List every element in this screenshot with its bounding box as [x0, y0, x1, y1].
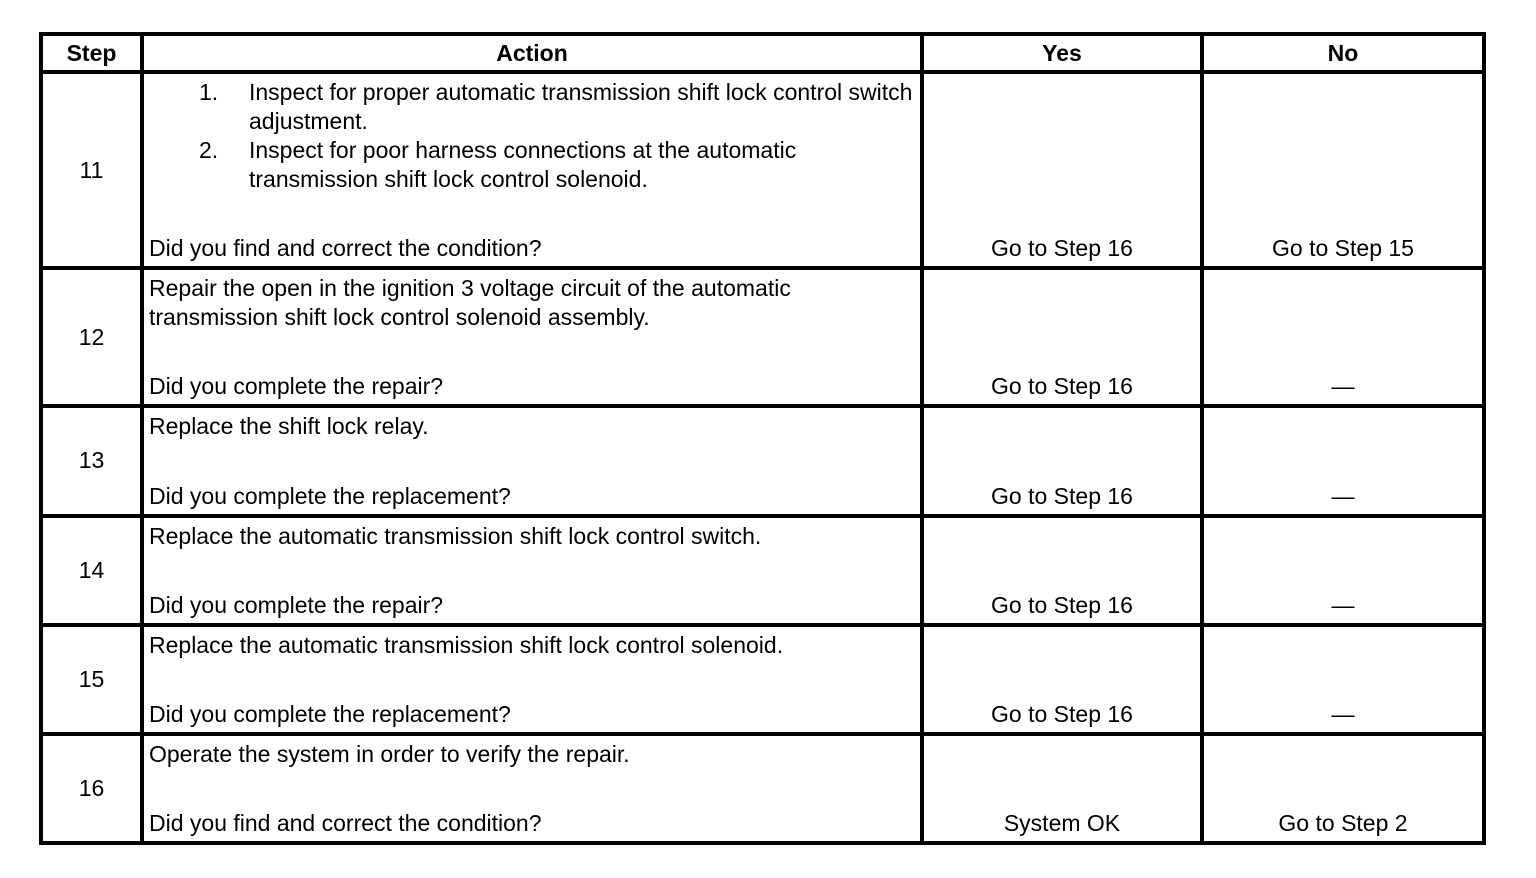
yes-cell	[922, 516, 1202, 625]
no-outcome: —	[1331, 591, 1355, 618]
no-cell	[1202, 406, 1484, 515]
action-cell	[142, 625, 922, 734]
action-question: Did you complete the replacement?	[149, 700, 511, 727]
no-outcome: —	[1331, 700, 1355, 727]
action-question: Did you complete the repair?	[149, 591, 444, 618]
header-row	[41, 34, 1484, 72]
table-row	[41, 734, 1484, 843]
yes-cell	[922, 625, 1202, 734]
yes-cell	[922, 72, 1202, 268]
yes-cell	[922, 268, 1202, 406]
no-cell	[1202, 268, 1484, 406]
action-cell	[142, 72, 922, 268]
action-item-text: Inspect for poor harness connections at the automatic transmission shift lock control solenoid.	[249, 137, 797, 192]
header-action: Action	[142, 34, 922, 72]
yes-outcome: Go to Step 16	[991, 235, 1133, 262]
no-outcome: Go to Step 15	[1272, 235, 1414, 262]
header-step: Step	[41, 34, 142, 72]
yes-outcome: Go to Step 16	[991, 373, 1133, 400]
table-row	[41, 72, 1484, 268]
step-number: 13	[41, 406, 142, 515]
no-outcome: Go to Step 2	[1278, 810, 1408, 836]
no-outcome: —	[1331, 482, 1355, 509]
action-list-item	[149, 136, 914, 194]
action-list	[149, 78, 914, 194]
action-text: Replace the shift lock relay.	[149, 413, 429, 440]
table-row	[41, 406, 1484, 515]
no-cell	[1202, 72, 1484, 268]
yes-outcome: Go to Step 16	[991, 591, 1133, 618]
no-cell	[1202, 734, 1484, 843]
action-question: Did you find and correct the condition?	[149, 235, 542, 262]
yes-outcome: Go to Step 16	[991, 700, 1133, 727]
action-item-number: 2.	[199, 137, 219, 163]
action-question: Did you complete the repair?	[149, 373, 444, 400]
step-number: 16	[41, 734, 142, 843]
table-row	[41, 625, 1484, 734]
no-cell	[1202, 625, 1484, 734]
action-cell	[142, 516, 922, 625]
action-cell	[142, 734, 922, 843]
action-text: Replace the automatic transmission shift lock control switch.	[149, 522, 762, 549]
step-number: 12	[41, 268, 142, 406]
yes-cell	[922, 734, 1202, 843]
action-item-number: 1.	[199, 79, 219, 105]
action-text: Replace the automatic transmission shift lock control solenoid.	[149, 631, 784, 658]
diagnostic-table	[39, 32, 1486, 845]
step-number: 14	[41, 516, 142, 625]
action-list-item	[149, 78, 914, 136]
yes-outcome: Go to Step 16	[991, 482, 1133, 509]
no-outcome: —	[1331, 373, 1355, 400]
step-number: 15	[41, 625, 142, 734]
step-number: 11	[41, 72, 142, 268]
yes-cell	[922, 406, 1202, 515]
action-cell	[142, 268, 922, 406]
action-cell	[142, 406, 922, 515]
table-row	[41, 516, 1484, 625]
action-item-text: Inspect for proper automatic transmission shift lock control switch adjustment.	[249, 79, 913, 134]
header-yes: Yes	[922, 34, 1202, 72]
table-row	[41, 268, 1484, 406]
action-question: Did you complete the replacement?	[149, 482, 511, 509]
no-cell	[1202, 516, 1484, 625]
action-text: Repair the open in the ignition 3 voltage circuit of the automatic transmission shift lock control solenoid assembly.	[149, 275, 791, 331]
action-question: Did you find and correct the condition?	[149, 810, 542, 836]
header-no: No	[1202, 34, 1484, 72]
yes-outcome: System OK	[1003, 810, 1121, 836]
action-text: Operate the system in order to verify the repair.	[149, 740, 630, 767]
